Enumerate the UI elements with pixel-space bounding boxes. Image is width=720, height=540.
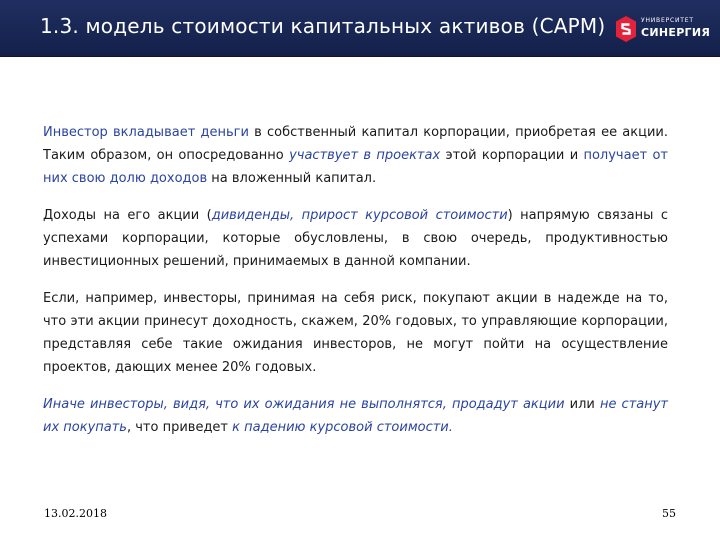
p1-text-1: в собственный капитал корпорации, приобретая ее акции. Таким образом, он опосредованно [43, 125, 668, 163]
p2-emphasis-1: дивиденды, прирост курсовой стоимости [211, 208, 508, 223]
p4-emphasis-1: Иначе инвесторы, видя, что их ожидания не выполнятся, продадут акции [43, 397, 565, 412]
paragraph-1 [43, 121, 668, 190]
p4-emphasis-2: не станут их покупать [43, 397, 668, 435]
p1-highlight-1: Инвестор вкладывает деньги [43, 125, 249, 140]
paragraph-3 [43, 287, 668, 379]
paragraph-2 [43, 204, 668, 273]
p3-text-1: Если, например, инвесторы, принимая на себя риск, покупают акции в надежде на то, что эти акции принесут доходность, скажем, 20% годовых, то управляющие корпорации, представляя себе такие ожидания инвесторов, не могут пойти на осуществление проектов, дающих менее 20% годовых. [43, 291, 668, 375]
p2-text-2: ) напрямую связаны с успехами корпорации, которые обусловлены, в свою очередь, продуктивностью инвестиционных решений, принимаемых в данной компании. [43, 208, 668, 269]
p1-highlight-2: получает от них свою долю доходов [43, 148, 668, 186]
slide-body [43, 121, 668, 453]
p4-text-1: или [564, 397, 600, 412]
page-number: 55 [662, 507, 676, 520]
p1-text-3: на вложенный капитал. [207, 171, 377, 186]
p1-text-2: этой корпорации и [440, 148, 584, 163]
p1-emphasis-1: участвует в проектах [289, 148, 441, 163]
p4-text-2: , что приведет [126, 420, 233, 435]
synergy-logo-icon [614, 15, 638, 43]
p2-text-1: Доходы на его акции ( [43, 208, 212, 223]
paragraph-4 [43, 393, 668, 439]
slide-title: 1.3. модель стоимости капитальных активов (CAPM) [40, 14, 606, 38]
footer-date: 13.02.2018 [44, 507, 107, 520]
logo-name: СИНЕРГИЯ [641, 26, 711, 39]
slide-header [0, 0, 720, 57]
logo-top-line: УНИВЕРСИТЕТ [641, 17, 694, 24]
p4-emphasis-3: к падению курсовой стоимости. [232, 420, 453, 435]
